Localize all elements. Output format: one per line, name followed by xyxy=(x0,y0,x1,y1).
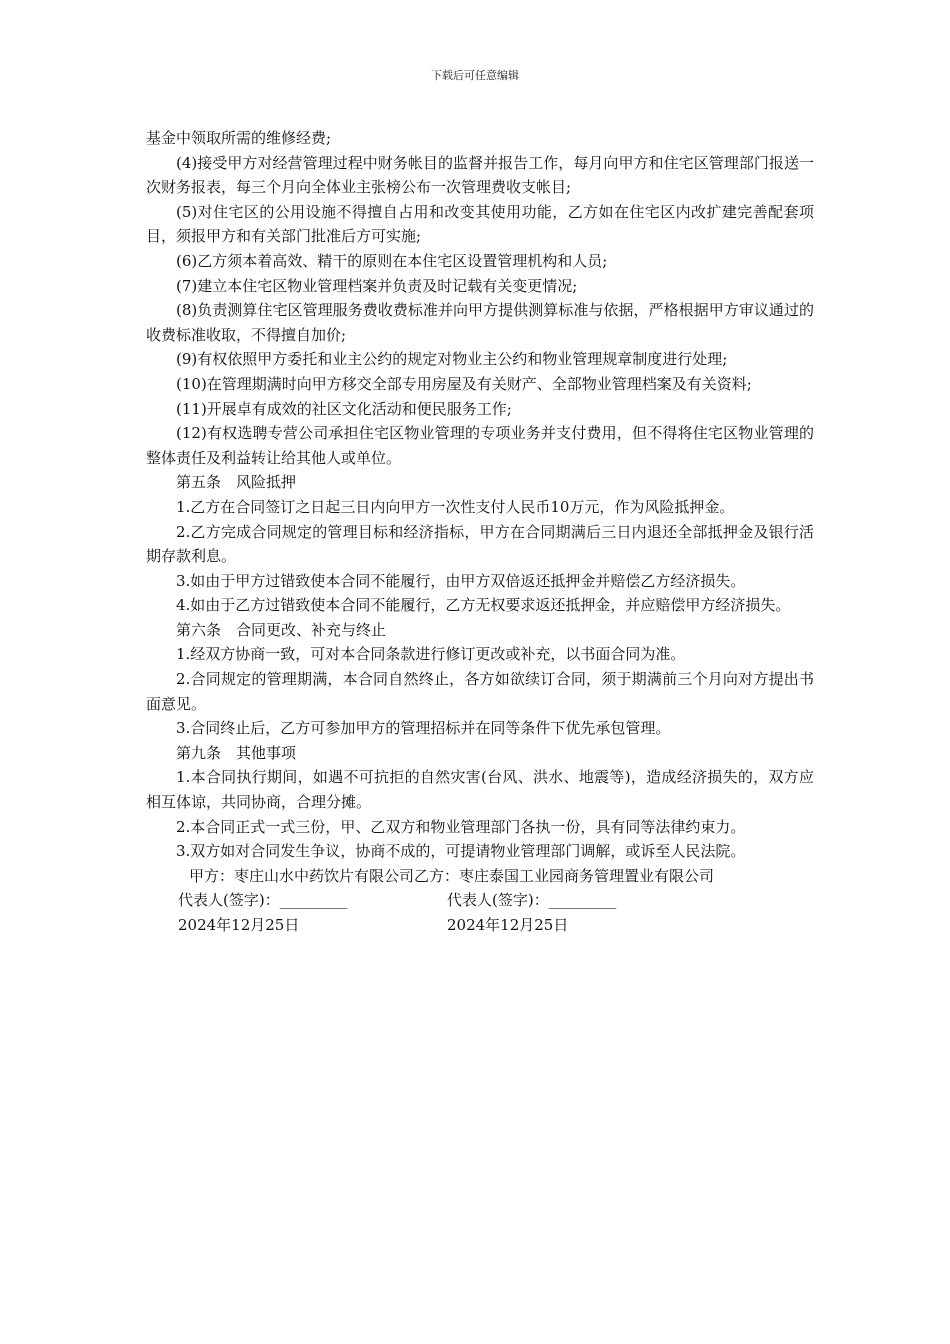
contract-paragraph: (11)开展卓有成效的社区文化活动和便民服务工作; xyxy=(176,399,512,418)
contract-paragraph: 第六条 合同更改、补充与终止 xyxy=(176,620,387,639)
contract-paragraph: 3.合同终止后，乙方可参加甲方的管理招标并在同等条件下优先承包管理。 xyxy=(176,719,671,738)
signature-parties: 甲方：枣庄山水中药饮片有限公司乙方：枣庄泰国工业园商务管理置业有限公司 xyxy=(189,866,715,885)
contract-paragraph: (6)乙方须本着高效、精干的原则在本住宅区设置管理机构和人员; xyxy=(176,251,608,270)
contract-paragraph: 1.本合同执行期间，如遇不可抗拒的自然灾害(台风、洪水、地震等)，造成经济损失的，双方应相互体谅，共同协商，合理分摊。 xyxy=(146,768,814,812)
contract-paragraph: 2.本合同正式一式三份，甲、乙双方和物业管理部门各执一份，具有同等法律约束力。 xyxy=(176,817,746,836)
contract-paragraph: (7)建立本住宅区物业管理档案并负责及时记载有关变更情况; xyxy=(176,276,578,295)
contract-paragraph: 基金中领取所需的维修经费; xyxy=(146,129,332,147)
contract-paragraph: (5)对住宅区的公用设施不得擅自占用和改变其使用功能，乙方如在住宅区内改扩建完善配套项目，须报甲方和有关部门批准后方可实施; xyxy=(146,202,814,246)
contract-paragraph: 3.双方如对合同发生争议，协商不成的，可提请物业管理部门调解，或诉至人民法院。 xyxy=(176,842,746,861)
contract-paragraph: (12)有权选聘专营公司承担住宅区物业管理的专项业务并支付费用，但不得将住宅区物业管理的整体责任及利益转让给其他人或单位。 xyxy=(146,424,814,467)
rep-signature-a: 代表人(签字)：_________ xyxy=(178,891,348,910)
sign-date-b: 2024年12月25日 xyxy=(447,916,569,934)
contract-paragraph: 第五条 风险抵押 xyxy=(176,473,297,492)
rep-signature-b: 代表人(签字)：_________ xyxy=(447,891,617,910)
contract-paragraph: 1.经双方协商一致，可对本合同条款进行修订更改或补充，以书面合同为准。 xyxy=(176,645,686,664)
contract-body xyxy=(146,126,814,938)
contract-paragraph: 1.乙方在合同签订之日起三日内向甲方一次性支付人民币10万元，作为风险抵押金。 xyxy=(176,497,735,516)
contract-paragraph: (4)接受甲方对经营管理过程中财务帐目的监督并报告工作，每月向甲方和住宅区管理部门报送一次财务报表，每三个月向全体业主张榜公布一次管理费收支帐目; xyxy=(146,153,814,197)
contract-paragraph: (9)有权依照甲方委托和业主公约的规定对物业主公约和物业管理规章制度进行处理; xyxy=(176,350,728,369)
signature-date-row xyxy=(146,913,814,938)
contract-paragraph: 2.合同规定的管理期满，本合同自然终止，各方如欲续订合同，须于期满前三个月向对方提出书面意见。 xyxy=(146,670,814,713)
contract-paragraph: 4.如由于乙方过错致使本合同不能履行，乙方无权要求返还抵押金，并应赔偿甲方经济损失。 xyxy=(176,596,791,615)
contract-paragraph: 第九条 其他事项 xyxy=(176,743,297,762)
contract-paragraph: (8)负责测算住宅区管理服务费收费标准并向甲方提供测算标准与依据，严格根据甲方审议通过的收费标准收取，不得擅自加价; xyxy=(146,301,814,344)
contract-paragraph: 2.乙方完成合同规定的管理目标和经济指标，甲方在合同期满后三日内退还全部抵押金及银行活期存款利息。 xyxy=(146,522,814,566)
paragraph-list xyxy=(146,126,814,864)
contract-paragraph: (10)在管理期满时向甲方移交全部专用房屋及有关财产、全部物业管理档案及有关资料; xyxy=(176,374,752,393)
page-header: 下载后可任意编辑 xyxy=(431,69,519,82)
signature-rep-row xyxy=(146,888,814,913)
sign-date-a: 2024年12月25日 xyxy=(178,916,300,934)
contract-paragraph: 3.如由于甲方过错致使本合同不能履行，由甲方双倍返还抵押金并赔偿乙方经济损失。 xyxy=(176,571,746,590)
